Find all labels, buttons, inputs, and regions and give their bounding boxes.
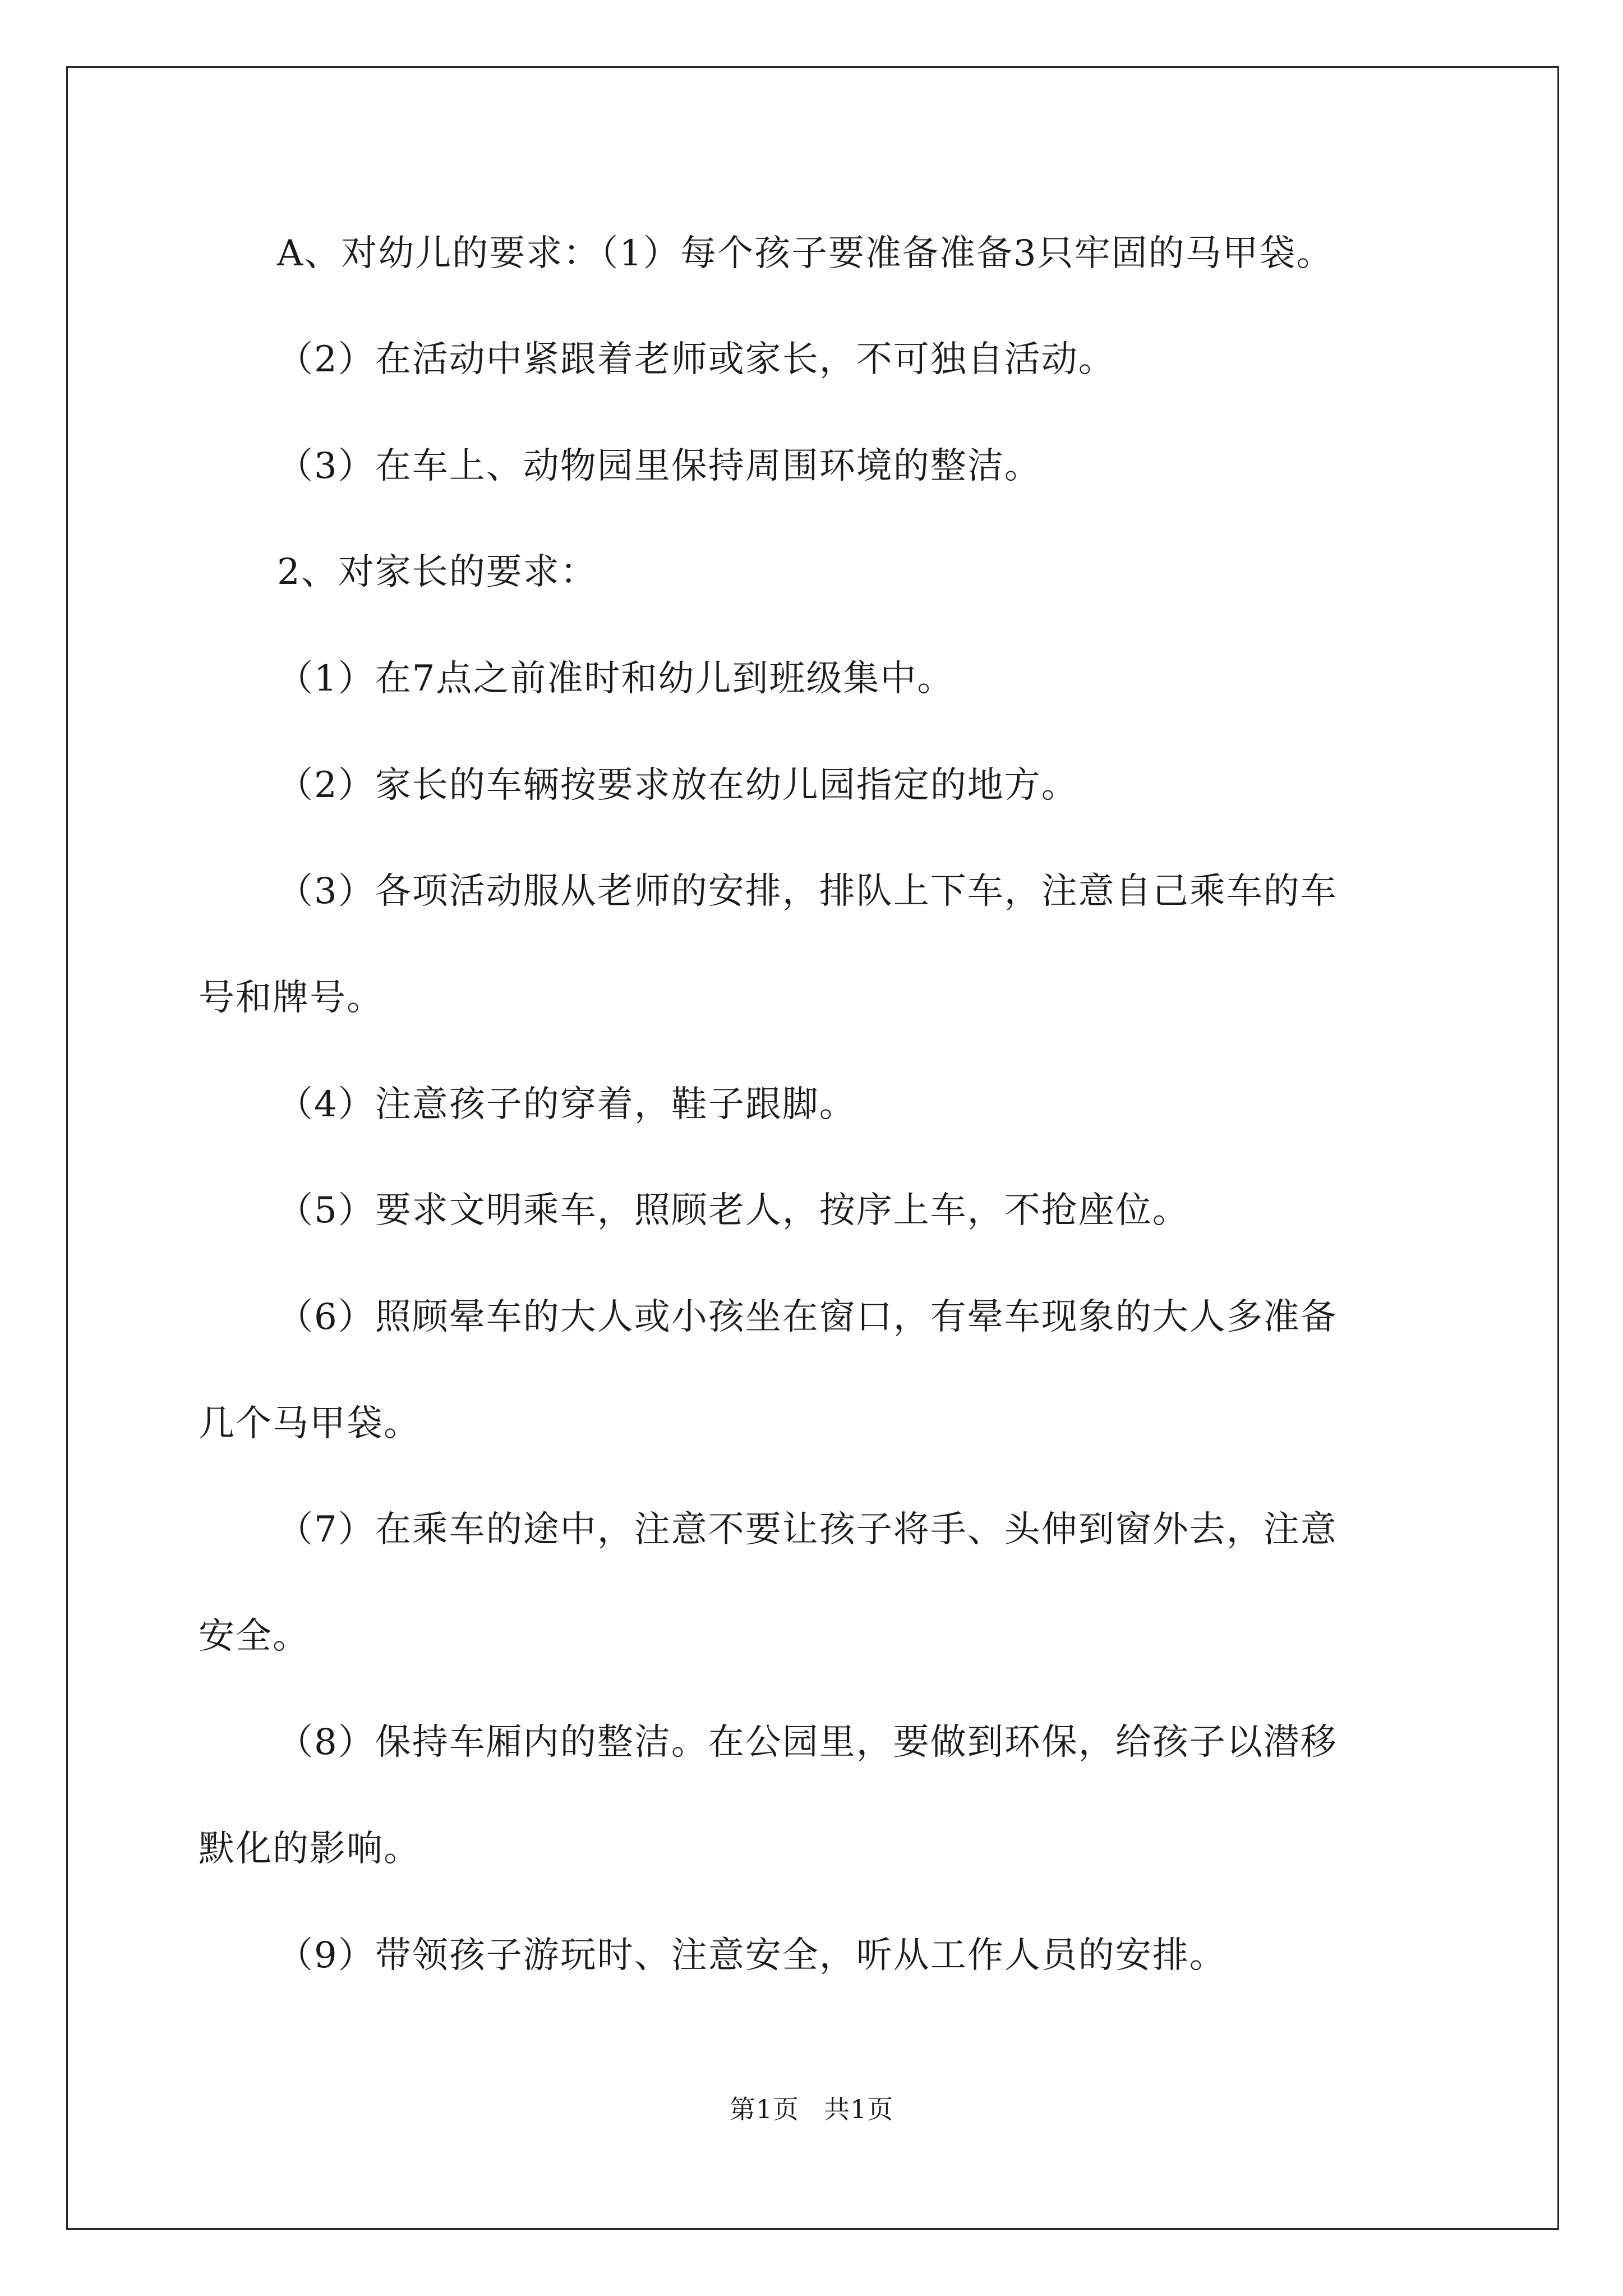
page-total: 共1页 [824, 2094, 894, 2124]
paragraph-kids-requirements: A、对幼儿的要求：（1）每个孩子要准备准备3只牢固的马甲袋。 [277, 233, 1334, 274]
paragraph-parents-item-8-cont: 默化的影响。 [199, 1828, 421, 1870]
page-border [66, 66, 1559, 2230]
paragraph-parents-item-3-cont: 号和牌号。 [199, 977, 384, 1019]
paragraph-parents-item-9: （9）带领孩子游玩时、注意安全，听从工作人员的安排。 [277, 1935, 1227, 1976]
paragraph-parents-item-5: （5）要求文明乘车，照顾老人，按序上车，不抢座位。 [277, 1190, 1189, 1231]
paragraph-kids-item-2: （2）在活动中紧跟着老师或家长，不可独自活动。 [277, 339, 1115, 380]
paragraph-parents-item-7: （7）在乘车的途中，注意不要让孩子将手、头伸到窗外去，注意 [277, 1509, 1338, 1550]
paragraph-parents-item-4: （4）注意孩子的穿着，鞋子跟脚。 [277, 1084, 856, 1125]
paragraph-kids-item-3: （3）在车上、动物园里保持周围环境的整洁。 [277, 445, 1041, 487]
paragraph-parents-item-6: （6）照顾晕车的大人或小孩坐在窗口，有晕车现象的大人多准备 [277, 1296, 1338, 1338]
page-number: 第1页 [729, 2094, 799, 2124]
paragraph-parents-item-6-cont: 几个马甲袋。 [199, 1403, 421, 1444]
paragraph-parents-item-1: （1）在7点之前准时和幼儿到班级集中。 [277, 658, 955, 700]
paragraph-parents-item-2: （2）家长的车辆按要求放在幼儿园指定的地方。 [277, 765, 1078, 806]
heading-parents-requirements: 2、对家长的要求： [277, 551, 597, 593]
paragraph-parents-item-8: （8）保持车厢内的整洁。在公园里，要做到环保，给孩子以潜移 [277, 1722, 1338, 1763]
paragraph-parents-item-7-cont: 安全。 [199, 1616, 310, 1657]
page-footer [0, 2092, 1623, 2126]
paragraph-parents-item-3: （3）各项活动服从老师的安排，排队上下车，注意自己乘车的车 [277, 871, 1338, 912]
